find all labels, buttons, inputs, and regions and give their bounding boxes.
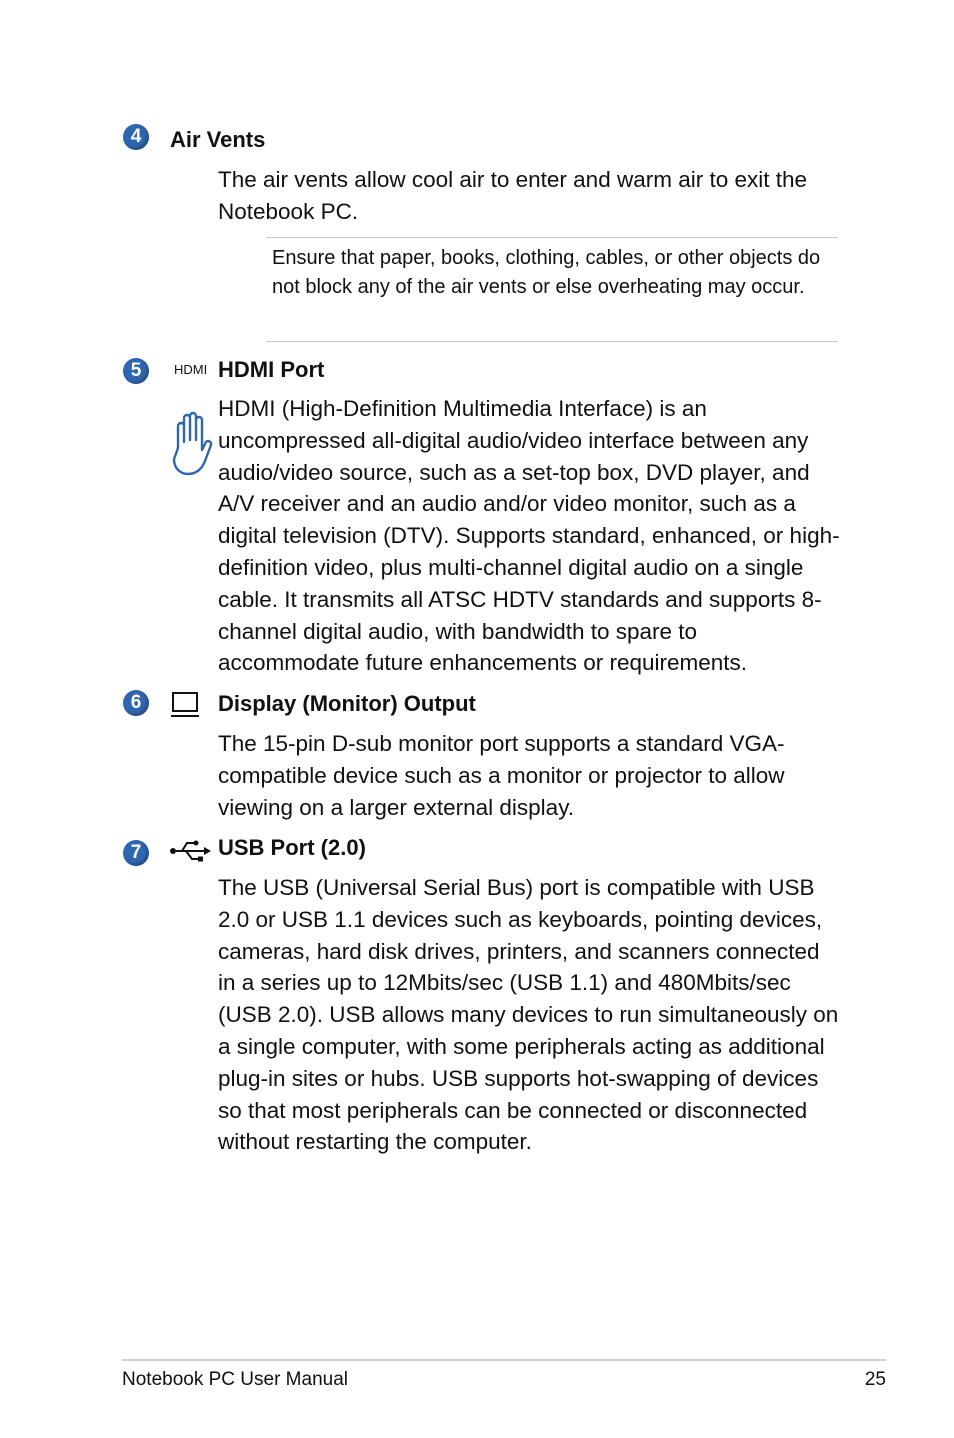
item-number-badge: 6 [123, 690, 149, 716]
note-top-divider [266, 237, 838, 238]
monitor-icon [170, 691, 200, 719]
hdmi-icon-label: HDMI [174, 362, 208, 377]
footer-title: Notebook PC User Manual [122, 1369, 348, 1390]
section-body-usb-port: The USB (Universal Serial Bus) port is compatible with USB 2.0 or USB 1.1 devices such as keyboards, pointing devices, cameras, hard disk drives, printers, and scanners connected in a series up to 12Mbits/sec (USB 1.1) and 480Mbits/sec (USB 2.0). USB allows many devices to run simultaneously on a single computer, with some peripherals acting as additional plug-in sites or hubs. USB supports hot-swapping of devices so that most peripherals can be connected or disconnected without restarting the computer. [218, 875, 839, 1155]
section-body-air-vents: The air vents allow cool air to enter and warm air to exit the Notebook PC. [218, 167, 808, 224]
hand-caution-icon [168, 410, 216, 478]
section-heading-usb-port: USB Port (2.0) [218, 835, 366, 860]
footer-divider [122, 1359, 886, 1361]
section-heading-hdmi-port: HDMI Port [218, 357, 325, 382]
usb-icon [168, 838, 212, 864]
section-heading-display-output: Display (Monitor) Output [218, 691, 476, 716]
page-number: 25 [864, 1369, 886, 1390]
item-number-badge: 4 [123, 124, 149, 150]
section-body-display-output: The 15-pin D-sub monitor port supports a standard VGA-compatible device such as a monitor or projector to allow viewing on a larger external display. [218, 731, 785, 820]
note-air-vents: Ensure that paper, books, clothing, cables, or other objects do not block any of the air vents or else overheating may occur. [272, 247, 821, 299]
section-body-hdmi-port: HDMI (High-Definition Multimedia Interface) is an uncompressed all-digital audio/video interface between any audio/video source, such as a set-top box, DVD player, and A/V receiver and an audio and/or video monitor, such as a digital television (DTV). Supports standard, enhanced, or high-definition video, plus multi-channel digital audio on a single cable. It transmits all ATSC HDTV standards and supports 8-channel digital audio, with bandwidth to spare to accommodate future enhancements or requirements. [218, 396, 840, 676]
item-number-badge: 7 [123, 840, 149, 866]
section-heading-air-vents: Air Vents [170, 127, 266, 152]
note-bottom-divider [266, 341, 838, 342]
item-number-badge: 5 [123, 358, 149, 384]
